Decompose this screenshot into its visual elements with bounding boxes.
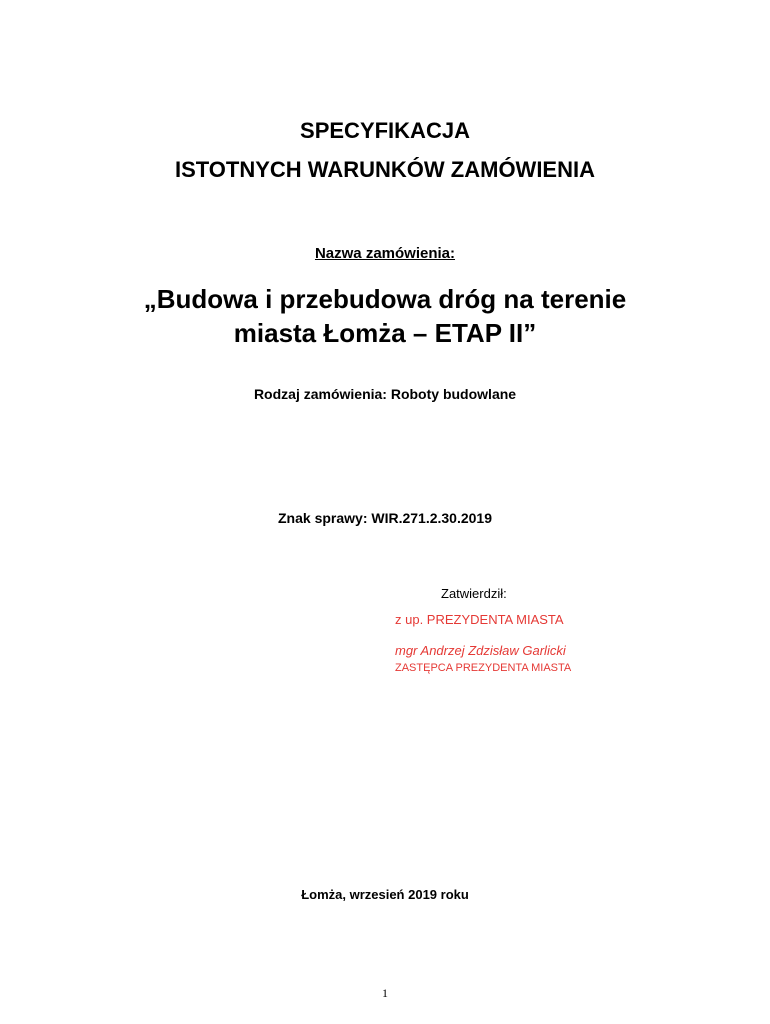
page-number: 1: [382, 986, 388, 1000]
order-name-label: Nazwa zamówienia:: [314, 245, 456, 262]
signer-role: ZASTĘPCA PREZYDENTA MIASTA: [395, 662, 572, 674]
on-behalf-of-mayor: z up. PREZYDENTA MIASTA: [395, 612, 564, 627]
approved-by-label: Zatwierdził:: [441, 586, 507, 601]
document-title: SPECYFIKACJA: [300, 118, 470, 143]
case-number: Znak sprawy: WIR.271.2.30.2019: [278, 510, 492, 526]
order-name-line-1: „Budowa i przebudowa dróg na terenie: [143, 284, 627, 314]
place-and-date: Łomża, wrzesień 2019 roku: [301, 887, 469, 902]
order-name-line-2: miasta Łomża – ETAP II”: [233, 318, 537, 348]
signer-name: mgr Andrzej Zdzisław Garlicki: [395, 643, 566, 658]
document-subtitle: ISTOTNYCH WARUNKÓW ZAMÓWIENIA: [174, 157, 595, 182]
order-type: Rodzaj zamówienia: Roboty budowlane: [253, 386, 517, 402]
